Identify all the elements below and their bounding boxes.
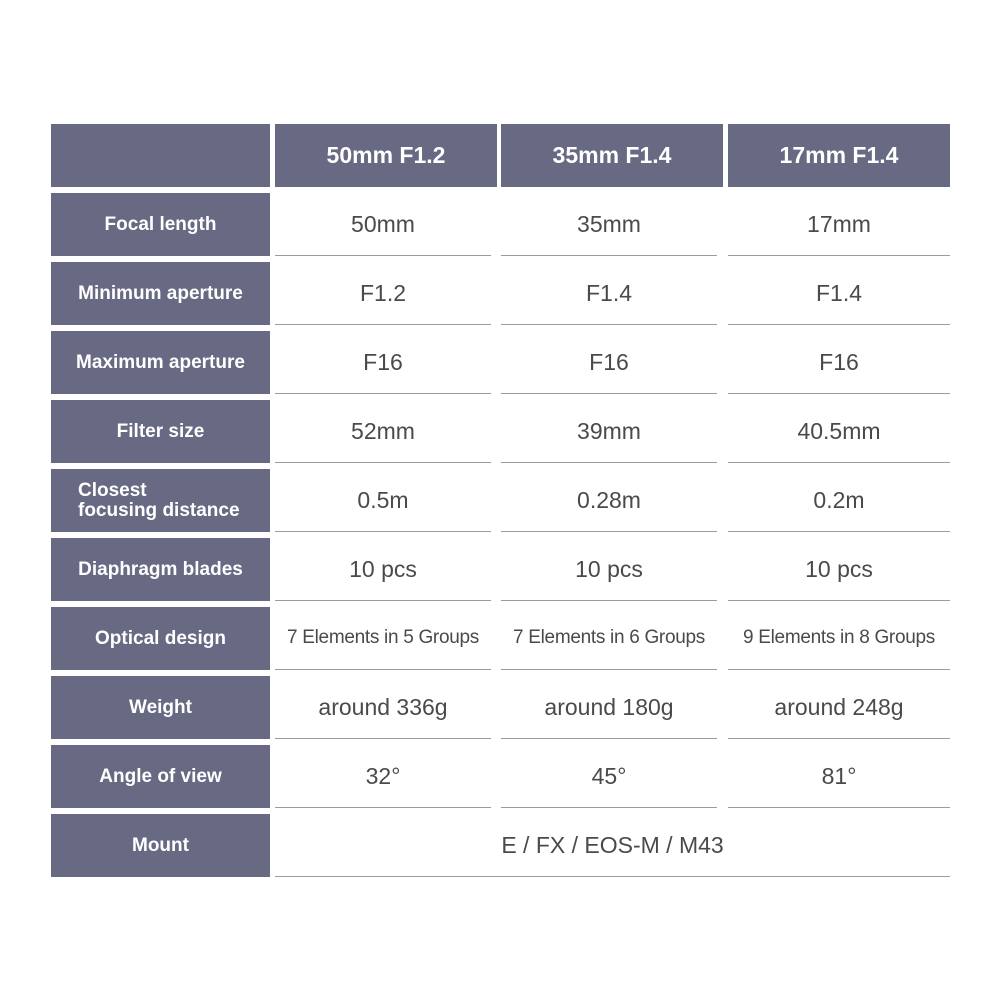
table-row — [51, 607, 950, 676]
table-cell: 32° — [275, 745, 491, 808]
table-cell: 52mm — [275, 400, 491, 463]
row-label-maximum-aperture: Maximum aperture — [51, 331, 270, 394]
table-cell: 7 Elements in 5 Groups — [275, 607, 491, 670]
row-label-focal-length: Focal length — [51, 193, 270, 256]
table-cell-mount: E / FX / EOS-M / M43 — [275, 814, 950, 877]
table-cell: 10 pcs — [728, 538, 950, 601]
table-cell: F16 — [728, 331, 950, 394]
column-header-35mm: 35mm F1.4 — [501, 124, 723, 187]
row-label-angle-of-view: Angle of view — [51, 745, 270, 808]
table-row — [51, 469, 950, 538]
row-label-line: Closest — [78, 479, 147, 501]
spec-table — [51, 124, 950, 883]
table-cell: around 336g — [275, 676, 491, 739]
table-cell: 7 Elements in 6 Groups — [501, 607, 717, 670]
table-cell: F16 — [275, 331, 491, 394]
row-label-mount: Mount — [51, 814, 270, 877]
row-label-line: focusing distance — [78, 499, 240, 521]
table-cell: 50mm — [275, 193, 491, 256]
table-cell: 39mm — [501, 400, 717, 463]
table-cell: F1.4 — [501, 262, 717, 325]
table-cell: 81° — [728, 745, 950, 808]
column-header-17mm: 17mm F1.4 — [728, 124, 950, 187]
table-cell: 45° — [501, 745, 717, 808]
row-label-diaphragm-blades: Diaphragm blades — [51, 538, 270, 601]
table-cell: around 180g — [501, 676, 717, 739]
table-cell: 10 pcs — [501, 538, 717, 601]
table-row — [51, 676, 950, 745]
header-corner-cell — [51, 124, 270, 187]
table-cell: F1.2 — [275, 262, 491, 325]
table-row — [51, 331, 950, 400]
table-row — [51, 262, 950, 331]
table-row — [51, 400, 950, 469]
column-header-50mm: 50mm F1.2 — [275, 124, 497, 187]
table-row — [51, 538, 950, 607]
table-cell: F1.4 — [728, 262, 950, 325]
table-cell: F16 — [501, 331, 717, 394]
table-row — [51, 193, 950, 262]
table-cell: 0.28m — [501, 469, 717, 532]
table-cell: 0.2m — [728, 469, 950, 532]
row-label-filter-size: Filter size — [51, 400, 270, 463]
table-cell: 35mm — [501, 193, 717, 256]
table-cell: 0.5m — [275, 469, 491, 532]
table-cell: 10 pcs — [275, 538, 491, 601]
table-cell: 9 Elements in 8 Groups — [728, 607, 950, 670]
row-label-closest-focusing-distance — [51, 469, 270, 532]
table-cell: 17mm — [728, 193, 950, 256]
row-label-optical-design: Optical design — [51, 607, 270, 670]
header-row — [51, 124, 950, 193]
table-row — [51, 814, 950, 883]
table-row — [51, 745, 950, 814]
table-cell: 40.5mm — [728, 400, 950, 463]
table-cell: around 248g — [728, 676, 950, 739]
row-label-weight: Weight — [51, 676, 270, 739]
row-label-minimum-aperture: Minimum aperture — [51, 262, 270, 325]
